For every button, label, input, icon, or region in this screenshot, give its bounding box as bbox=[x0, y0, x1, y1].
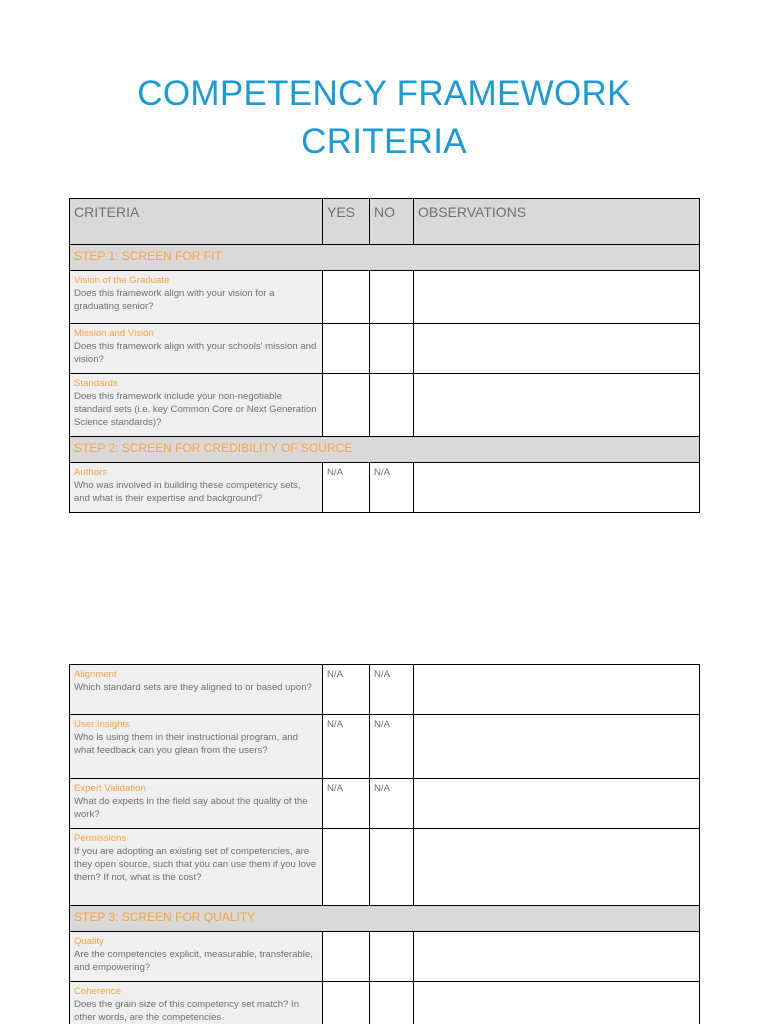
no-cell[interactable]: N/A bbox=[370, 779, 414, 829]
criteria-cell bbox=[70, 374, 323, 437]
yes-cell[interactable]: N/A bbox=[323, 665, 370, 715]
criteria-title: Standards bbox=[74, 378, 118, 389]
criteria-title: Expert Validation bbox=[74, 783, 146, 794]
criteria-question: Does the grain size of this competency set match? In other words, are the competencies bbox=[74, 999, 300, 1023]
observations-cell[interactable] bbox=[414, 982, 700, 1024]
header-no: NO bbox=[370, 199, 414, 245]
criteria-table-2 bbox=[69, 664, 700, 1024]
no-cell[interactable]: N/A bbox=[370, 715, 414, 779]
header-yes: YES bbox=[323, 199, 370, 245]
observations-cell[interactable] bbox=[414, 271, 700, 324]
observations-cell[interactable] bbox=[414, 779, 700, 829]
criteria-question: Does this framework align with your vision for a graduating senior? bbox=[74, 288, 275, 312]
no-cell[interactable] bbox=[370, 982, 414, 1024]
no-cell[interactable]: N/A bbox=[370, 665, 414, 715]
criteria-cell bbox=[70, 779, 323, 829]
header-criteria: CRITERIA bbox=[70, 199, 323, 245]
yes-cell[interactable]: N/A bbox=[323, 715, 370, 779]
page-title-line-2: CRITERIA bbox=[301, 122, 467, 161]
criteria-title: Vision of the Graduate bbox=[74, 275, 170, 286]
yes-cell[interactable] bbox=[323, 932, 370, 982]
no-cell[interactable] bbox=[370, 829, 414, 906]
observations-cell[interactable] bbox=[414, 932, 700, 982]
criteria-cell bbox=[70, 829, 323, 906]
criteria-question: If you are adopting an existing set of competencies, are they open source, such that you can use them if you love them? If not, what is the cost? bbox=[74, 846, 317, 883]
criteria-cell bbox=[70, 982, 323, 1024]
criteria-cell bbox=[70, 715, 323, 779]
observations-cell[interactable] bbox=[414, 463, 700, 513]
yes-cell[interactable] bbox=[323, 324, 370, 374]
criteria-title: Coherence bbox=[74, 986, 121, 997]
table-row bbox=[70, 374, 700, 437]
page-title bbox=[0, 70, 768, 166]
criteria-question: Which standard sets are they aligned to or based upon? bbox=[74, 682, 312, 693]
criteria-cell bbox=[70, 271, 323, 324]
criteria-question: Does this framework include your non-negotiable standard sets (i.e. key Common Core or Next Generation Science standards)? bbox=[74, 391, 317, 428]
criteria-title: Permissions bbox=[74, 833, 127, 844]
criteria-title: Alignment bbox=[74, 669, 117, 680]
criteria-title: Quality bbox=[74, 936, 104, 947]
step-2-label: STEP 2: SCREEN FOR CREDIBILITY OF SOURCE bbox=[70, 437, 700, 463]
yes-cell[interactable]: N/A bbox=[323, 463, 370, 513]
criteria-question: Are the competencies explicit, measurable, transferable, and empowering? bbox=[74, 949, 313, 973]
yes-cell[interactable] bbox=[323, 374, 370, 437]
criteria-title: Mission and Vision bbox=[74, 328, 154, 339]
observations-cell[interactable] bbox=[414, 374, 700, 437]
criteria-cell bbox=[70, 932, 323, 982]
criteria-title: User Insights bbox=[74, 719, 130, 730]
table-row bbox=[70, 932, 700, 982]
no-cell[interactable]: N/A bbox=[370, 463, 414, 513]
no-cell[interactable] bbox=[370, 271, 414, 324]
criteria-cell bbox=[70, 665, 323, 715]
no-cell[interactable] bbox=[370, 932, 414, 982]
table-row bbox=[70, 982, 700, 1024]
table-row bbox=[70, 665, 700, 715]
criteria-cell bbox=[70, 324, 323, 374]
observations-cell[interactable] bbox=[414, 829, 700, 906]
table-row bbox=[70, 829, 700, 906]
criteria-question: What do experts in the field say about the quality of the work? bbox=[74, 796, 308, 820]
observations-cell[interactable] bbox=[414, 715, 700, 779]
no-cell[interactable] bbox=[370, 374, 414, 437]
table-row bbox=[70, 715, 700, 779]
yes-cell[interactable]: N/A bbox=[323, 779, 370, 829]
page-title-line-1: COMPETENCY FRAMEWORK bbox=[137, 74, 631, 113]
criteria-title: Authors bbox=[74, 467, 108, 478]
criteria-question: Does this framework align with your schools' mission and vision? bbox=[74, 341, 317, 365]
header-observations: OBSERVATIONS bbox=[414, 199, 700, 245]
table-header-row bbox=[70, 199, 700, 245]
criteria-cell bbox=[70, 463, 323, 513]
criteria-question: Who was involved in building these competency sets, and what is their expertise and background? bbox=[74, 480, 301, 504]
criteria-question: Who is using them in their instructional program, and what feedback can you glean from the users? bbox=[74, 732, 298, 756]
table-row bbox=[70, 271, 700, 324]
table-row bbox=[70, 779, 700, 829]
step-row bbox=[70, 245, 700, 271]
table-row bbox=[70, 463, 700, 513]
step-3-label: STEP 3: SCREEN FOR QUALITY bbox=[70, 906, 700, 932]
yes-cell[interactable] bbox=[323, 271, 370, 324]
yes-cell[interactable] bbox=[323, 829, 370, 906]
step-1-label: STEP 1: SCREEN FOR FIT bbox=[70, 245, 700, 271]
step-row bbox=[70, 906, 700, 932]
criteria-table-1 bbox=[69, 198, 700, 513]
no-cell[interactable] bbox=[370, 324, 414, 374]
yes-cell[interactable] bbox=[323, 982, 370, 1024]
table-row bbox=[70, 324, 700, 374]
observations-cell[interactable] bbox=[414, 665, 700, 715]
observations-cell[interactable] bbox=[414, 324, 700, 374]
step-row bbox=[70, 437, 700, 463]
